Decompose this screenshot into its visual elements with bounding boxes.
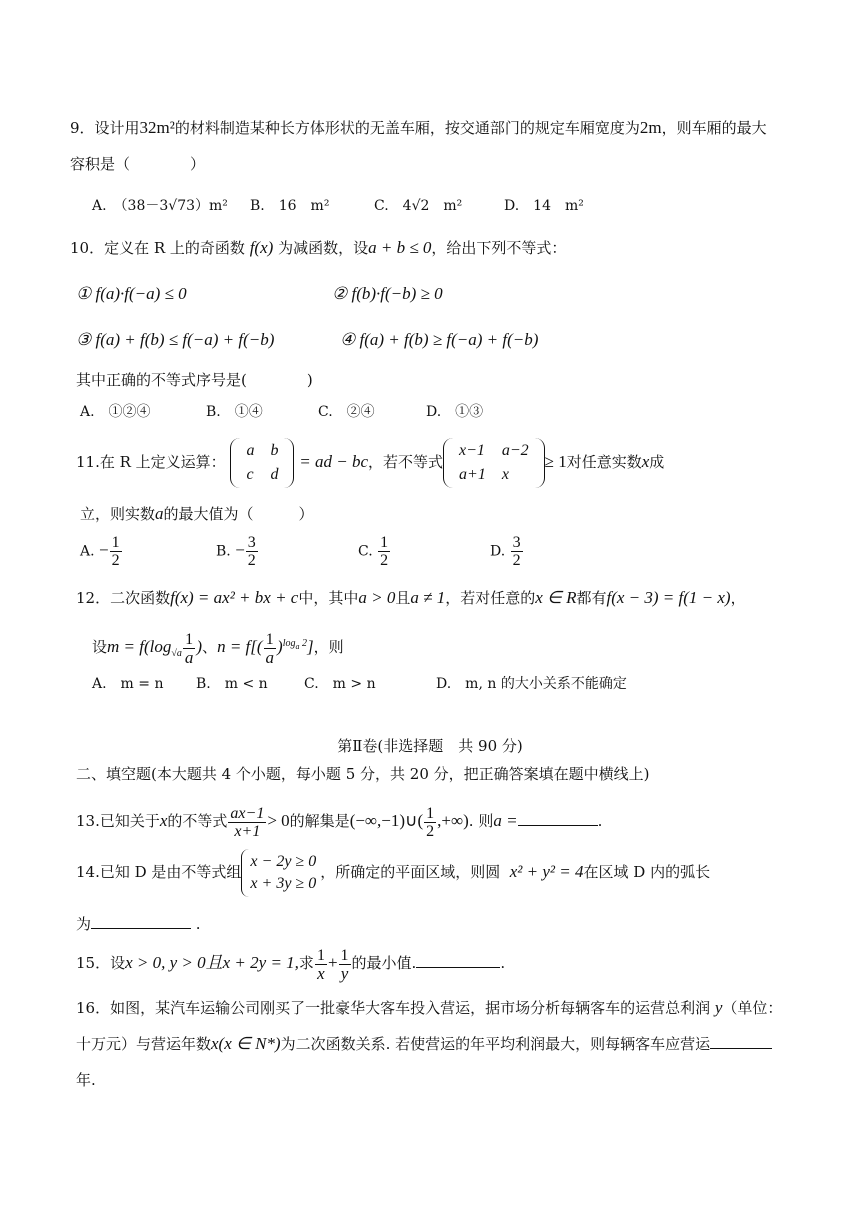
q13-half xyxy=(424,805,436,840)
q14-stem xyxy=(76,844,710,900)
q11-option-b-label: B. xyxy=(216,543,231,560)
q16-line1-a: 16．如图，某汽车运输公司刚买了一批豪华大客车投入营运，据市场分析每辆客车的运营总利润 xyxy=(76,999,711,1017)
q11-option-c-frac xyxy=(378,534,390,569)
q14-stem-c: 在区域 D 内的弧长 xyxy=(583,863,711,881)
q11-option-c-num: 1 xyxy=(380,534,389,551)
q14-answer-blank[interactable] xyxy=(91,914,191,929)
q16-line1-b: （单位： xyxy=(722,999,783,1017)
q15-cond: x > 0, y > 0且x + 2y = 1, xyxy=(125,953,299,972)
q11-stem-a: 11.在 R 上定义运算： xyxy=(76,453,226,471)
q11-option-a xyxy=(80,534,123,569)
q15-stem-a: 15．设 xyxy=(76,954,126,972)
q12-line2: 设$m = f(\log_{√a}$ $\frac{1}{a}$ )、n = f[( $\frac{1}{a}$ )$^{log_a 2}$]，则 xyxy=(92,630,344,667)
q13-frac xyxy=(228,805,266,840)
q12-cond2: a ≠ 1 xyxy=(410,588,446,607)
q11-option-d-label: D. xyxy=(490,543,506,560)
q11-option-a-sign: − xyxy=(99,540,109,560)
q11-option-a-num: 1 xyxy=(111,534,120,551)
q10-item-3: ③ f(a) + f(b) ≤ f(−a) + f(−b) xyxy=(76,330,275,349)
q12-n-frac-den: a xyxy=(265,647,275,667)
q11-matrix-2 xyxy=(443,438,545,488)
q10-stem xyxy=(70,236,566,260)
q11-m1-a: a xyxy=(246,442,255,459)
q11-m1-c: c xyxy=(246,466,254,483)
q14-end: . xyxy=(195,915,201,933)
q10-option-c: C. ②④ xyxy=(318,404,375,420)
q11-m2-d: x xyxy=(501,466,509,483)
q11-stem xyxy=(76,436,664,488)
section-fill-in: 二、填空题(本大题共 4 个小题，每小题 5 分，共 20 分，把正确答案填在题中横线上) xyxy=(76,765,650,783)
q9-suffix: ，则车厢的最大 xyxy=(661,119,767,137)
q15-f2-den: y xyxy=(340,963,349,983)
q11-option-d-den: 2 xyxy=(512,552,521,569)
q11-stem-c: 对任意实数 xyxy=(566,453,642,471)
q9-prefix: 9．设计用 xyxy=(70,119,140,137)
q12-m-def: m = f(log xyxy=(107,637,172,656)
q11-option-a-label: A. xyxy=(80,543,95,560)
q11-m1-b: b xyxy=(270,442,279,459)
q13-half-den: 2 xyxy=(426,822,435,840)
q12-fdef: f(x) = ax² + bx + c xyxy=(170,588,299,607)
q10-item-1: ① f(a)·f(−a) ≤ 0 xyxy=(76,284,187,303)
q9-mid: 的材料制造某种长方体形状的无盖车厢，按交通部门的规定车厢宽度为 xyxy=(174,119,640,137)
q11-option-d xyxy=(490,534,524,569)
q14-line2 xyxy=(76,912,201,936)
q14-circle: x² + y² = 4 xyxy=(509,862,584,881)
q16-line2-b: 为二次函数关系. 若使营运的年平均利润最大，则每辆客车应营运 xyxy=(280,1035,711,1053)
q13-stem-c: 的解集是 xyxy=(289,812,350,830)
q12-option-b: B. m < n xyxy=(196,676,268,692)
q12-cond4: f(x − 3) = f(1 − x) xyxy=(606,588,731,607)
q9-width: 2m xyxy=(639,118,662,137)
q11-m2-a: x−1 xyxy=(459,442,485,459)
q12-m-frac xyxy=(183,631,196,666)
q9-option-c: C. 4√2 m² xyxy=(374,198,463,214)
q15-stem-c: 的最小值. xyxy=(351,954,417,972)
q13-stem xyxy=(76,798,602,844)
q10-option-d: D. ①③ xyxy=(426,404,484,420)
q15-plus: + xyxy=(327,953,338,972)
q12-stem-c: 且 xyxy=(395,589,411,607)
q16-y: y xyxy=(714,998,723,1017)
q12-option-a: A. m = n xyxy=(92,676,164,692)
q11-option-b-num: 3 xyxy=(247,534,256,551)
q16-answer-blank[interactable] xyxy=(710,1034,772,1049)
q11-option-b-den: 2 xyxy=(247,552,256,569)
q13-answer-blank[interactable] xyxy=(518,811,598,826)
q11-option-c-label: C. xyxy=(358,543,373,560)
q11-line2-a: 立，则实数 xyxy=(80,505,156,523)
q13-x: x xyxy=(159,811,168,830)
q14-stem-a: 14.已知 D 是由不等式组 xyxy=(76,863,242,881)
q15-frac1 xyxy=(315,947,327,982)
q11-option-c-den: 2 xyxy=(380,552,389,569)
q15-end: . xyxy=(500,954,506,972)
q11-x: x xyxy=(641,452,650,471)
q10-option-b: B. ①④ xyxy=(206,404,263,420)
q11-eq1: = ad − bc xyxy=(299,452,368,471)
q11-m1-d: d xyxy=(270,466,279,483)
q12-n-exp: loga 2 xyxy=(282,638,307,651)
q15-f1-den: x xyxy=(317,963,325,983)
q14-line2-label: 为 xyxy=(76,915,92,933)
q11-m2-c: a+1 xyxy=(459,466,486,483)
q13-set2: ,+∞) xyxy=(437,811,469,830)
q9-line2: 容积是（ ） xyxy=(70,155,206,173)
q11-option-d-num: 3 xyxy=(512,534,521,551)
q12-stem-d: ，若对任意的 xyxy=(445,589,536,607)
q11-option-a-frac xyxy=(110,534,122,569)
q14-stem-b: ，所确定的平面区域，则圆 xyxy=(320,863,501,881)
q11-matrix-1 xyxy=(230,438,294,488)
q14-system xyxy=(241,849,320,897)
q12-n-def: n = f[( xyxy=(217,637,263,656)
q11-stem-b: ，若不等式 xyxy=(368,453,444,471)
q10-item-4: ④ f(a) + f(b) ≥ f(−a) + f(−b) xyxy=(340,330,539,349)
q9-option-b: B. 16 m² xyxy=(250,198,330,214)
q13-half-num: 1 xyxy=(426,804,435,822)
q10-question: 其中正确的不等式序号是( ) xyxy=(76,371,313,389)
q15-stem-b: 求 xyxy=(298,954,314,972)
q11-option-b-frac xyxy=(246,534,258,569)
q11-stem-d: 成 xyxy=(649,453,665,471)
part2-title: 第Ⅱ卷(非选择题 共 90 分) xyxy=(337,737,523,755)
q13-a-eq: a = xyxy=(493,811,518,830)
q12-sep: 、 xyxy=(202,638,218,656)
q16-line1 xyxy=(76,996,782,1020)
q15-f1-num: 1 xyxy=(316,946,325,964)
q13-set1: (−∞,−1)∪( xyxy=(349,811,424,830)
q11-line2-b: 的最大值为（ ） xyxy=(163,505,314,523)
q9-area: 32m² xyxy=(139,118,175,137)
q12-m-base: √a xyxy=(171,648,182,659)
q13-stem-b: 的不等式 xyxy=(167,812,228,830)
q14-ineq2: x + 3y ≥ 0 xyxy=(250,875,317,892)
q11-option-c xyxy=(358,534,391,569)
q12-cond3: x ∈ R xyxy=(535,588,577,607)
q12-cond: a > 0 xyxy=(358,588,396,607)
q12-m-frac-num: 1 xyxy=(183,631,196,649)
q10-cond: a + b ≤ 0 xyxy=(368,238,432,257)
q12-line2-end: ，则 xyxy=(313,638,344,656)
q10-item-2: ② f(b)·f(−b) ≥ 0 xyxy=(332,284,443,303)
q13-num: ax−1 xyxy=(230,804,265,822)
q16-line2 xyxy=(76,1032,772,1056)
q16-xdef: x(x ∈ N*) xyxy=(211,1034,281,1053)
q11-m2-b: a−2 xyxy=(501,442,529,459)
q10-stem-c: ，给出下列不等式： xyxy=(431,239,567,257)
q13-stem-d: . 则 xyxy=(468,812,494,830)
q11-option-a-den: 2 xyxy=(111,552,120,569)
q15-answer-blank[interactable] xyxy=(416,953,500,968)
q12-stem-a: 12．二次函数 xyxy=(76,589,171,607)
q10-stem-a: 10．定义在 R 上的奇函数 xyxy=(70,239,245,257)
q12-stem-f: ， xyxy=(730,589,746,607)
q12-stem-b: 中，其中 xyxy=(298,589,359,607)
q15-frac2 xyxy=(339,947,351,982)
q10-option-a: A. ①②④ xyxy=(80,404,151,420)
q12-option-d: D. m, n 的大小关系不能确定 xyxy=(436,676,627,692)
q12-stem-e: 都有 xyxy=(576,589,607,607)
q10-fx: f(x) xyxy=(249,238,274,257)
q15-stem xyxy=(76,940,505,986)
q14-ineq1: x − 2y ≥ 0 xyxy=(250,853,317,870)
q13-gt: > 0 xyxy=(267,811,290,830)
q15-f2-num: 1 xyxy=(340,946,349,964)
q11-a: a xyxy=(155,504,164,523)
q12-m-frac-den: a xyxy=(184,647,194,667)
q13-den: x+1 xyxy=(234,822,261,840)
q10-stem-b: 为减函数，设 xyxy=(278,239,369,257)
q11-option-b-sign: − xyxy=(235,540,245,560)
q12-option-c: C. m > n xyxy=(304,676,376,692)
q12-line2-a: 设 xyxy=(92,638,108,656)
q9-option-d: D. 14 m² xyxy=(504,198,584,214)
q11-line2 xyxy=(80,502,314,526)
q9-option-a: A. （38－3√73）m² xyxy=(92,198,228,214)
q9-line1 xyxy=(70,116,767,140)
q11-ge: ≥ 1 xyxy=(544,452,567,471)
q12-stem xyxy=(76,586,746,610)
q13-stem-a: 13.已知关于 xyxy=(76,812,160,830)
q11-option-d-frac xyxy=(511,534,523,569)
q11-option-b xyxy=(216,534,259,569)
q16-line2-a: 十万元）与营运年数 xyxy=(76,1035,212,1053)
q12-n-frac-num: 1 xyxy=(264,631,277,649)
q13-end: . xyxy=(597,812,603,830)
q16-line3: 年. xyxy=(76,1071,96,1089)
q12-n-frac xyxy=(264,631,277,666)
